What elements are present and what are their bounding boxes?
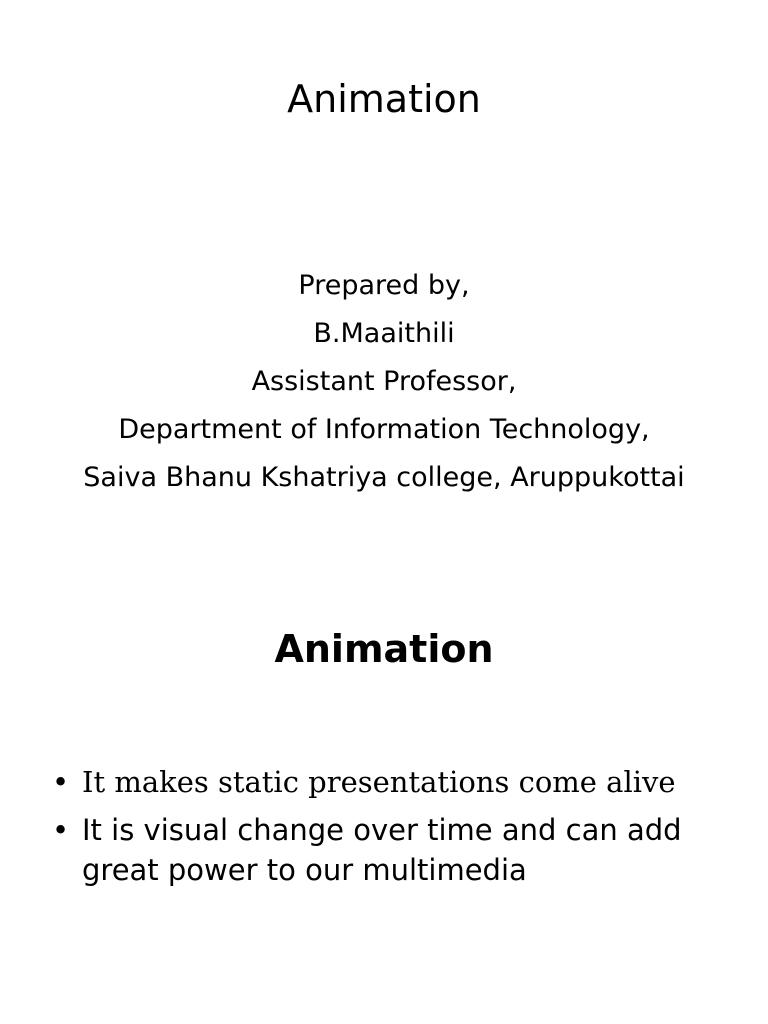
bullet-text: It makes static presentations come alive	[82, 765, 676, 799]
credit-college: Saiva Bhanu Kshatriya college, Aruppukottai	[83, 462, 685, 493]
slide-1-title: Animation	[287, 77, 481, 121]
slide-2-title: Animation	[274, 627, 494, 671]
bullet-list	[50, 762, 740, 898]
credit-position: Assistant Professor,	[251, 366, 517, 397]
bullet-icon: •	[52, 813, 70, 847]
author-credits	[0, 262, 768, 502]
bullet-item	[50, 762, 740, 802]
bullet-text: It is visual change over time and can add great power to our multimedia	[82, 813, 682, 887]
bullet-item	[50, 810, 740, 890]
bullet-icon: •	[52, 765, 70, 799]
credit-department: Department of Information Technology,	[118, 414, 650, 445]
credit-prepared-by: Prepared by,	[298, 270, 470, 301]
credit-author-name: B.Maaithili	[313, 318, 455, 349]
